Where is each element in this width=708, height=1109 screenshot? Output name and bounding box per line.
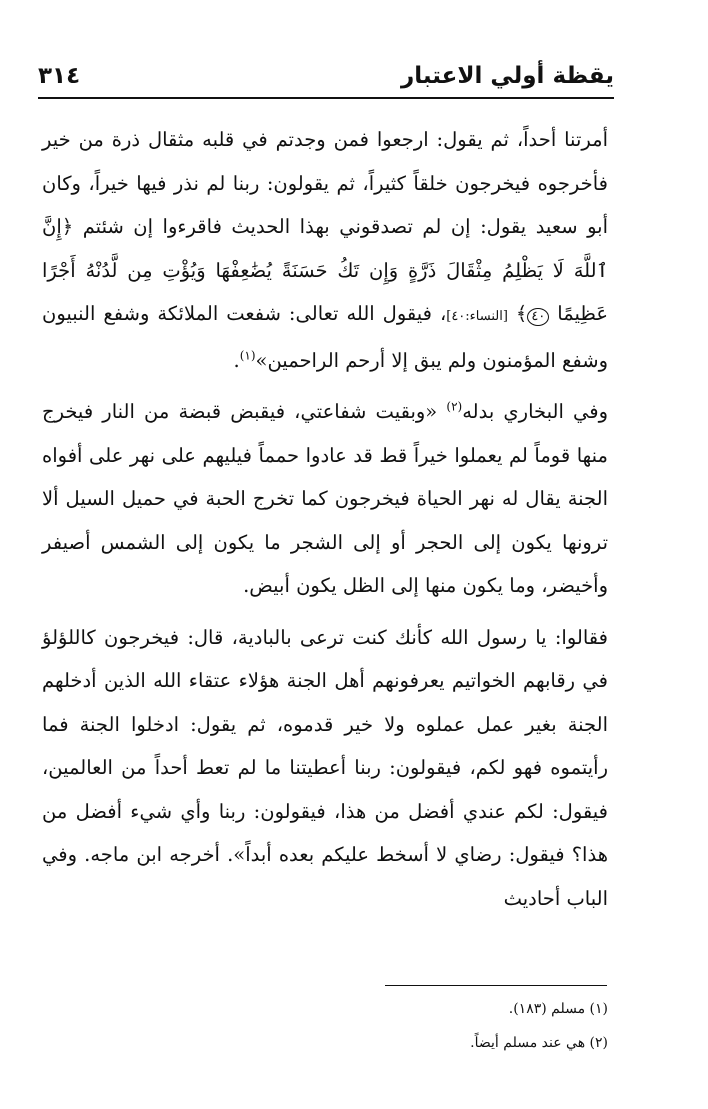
paragraph-2 <box>42 390 608 608</box>
paragraph-1-continuation: ، فيقول الله تعالى: شفعت الملائكة وشفع النبيون وشفع المؤمنون ولم يبق إلا أرحم الراحمين» <box>42 302 608 372</box>
footnote-marker-1: (١) <box>239 348 256 362</box>
footnote-marker-2: (٢) <box>446 399 463 414</box>
paragraph-1-end: . <box>233 348 240 372</box>
running-title: يقظة أولي الاعتبار <box>400 63 614 89</box>
header-divider <box>38 97 614 99</box>
quran-verse: إِنَّ ٱللَّهَ لَا يَظْلِمُ مِثْقَالَ ذَرَّةٍ وَإِن تَكُ حَسَنَةً يُضَٰعِفْهَا وَيُؤْتِ مِن لَّدُنْهُ أَجْرًا عَظِيمًا <box>42 215 608 325</box>
footnotes <box>42 992 608 1060</box>
main-text <box>42 118 608 920</box>
paragraph-3 <box>42 616 608 921</box>
paragraph-3-text: فقالوا: يا رسول الله كأنك كنت ترعى بالبادية، قال: فيخرجون كاللؤلؤ في رقابهم الخواتيم يعرفونهم أهل الجنة هؤلاء عتقاء الله الذين أدخلهم الجنة بغير عمل عملوه ولا خير قدموه، ثم يقول: ادخلوا الجنة فما رأيتموه فهو لكم، فيقولون: ربنا أعطيتنا ما لم تعط أحداً من العالمين، فيقول: لكم عندي أفضل من هذا، فيقولون: ربنا وأي شيء أفضل من هذا؟ فيقول: رضاي لا أسخط عليكم بعده أبداً». أخرجه ابن ماجه. وفي الباب أحاديث <box>42 625 608 910</box>
paragraph-2-lead: وفي البخاري بدله <box>462 400 609 423</box>
quran-reference: [النساء:٤٠] <box>446 309 508 324</box>
quran-open-bracket: ﴿ <box>61 215 74 238</box>
paragraph-1-text: أمرتنا أحداً، ثم يقول: ارجعوا فمن وجدتم في قلبه مثقال ذرة من خير فأخرجوه فيخرجون خلقاً كثيراً، ثم يقولون: ربنا لم نذر فيها خيراً، وكان أبو سعيد يقول: إن لم تصدقوني بهذا الحديث فاقرءوا إن شئتم <box>42 128 608 238</box>
quran-close-bracket: ﴾ <box>515 302 528 325</box>
footnote-1: (١) مسلم (١٨٣). <box>508 1001 608 1017</box>
paragraph-2-text: «وبقيت شفاعتي، فيقبض قبضة من النار فيخرج منها قوماً لم يعملوا خيراً قط قد عادوا حمماً فيليهم على نهر على أفواه الجنة يقال له نهر الحياة فيخرجون كما تخرج الحبة في حميل السيل ألا ترونها يكون إلى الحجر أو إلى الشجر ما يكون إلى الشمس أصيفر وأخيضر، وما يكون منها إلى الظل يكون أبيض. <box>42 400 608 597</box>
verse-number-marker: ٤٠ <box>527 308 549 326</box>
page-header <box>38 58 614 98</box>
footnote-divider <box>385 985 607 986</box>
paragraph-1 <box>42 118 608 382</box>
footnote-2: (٢) هي عند مسلم أيضاً. <box>470 1035 608 1051</box>
page-number: ٣١٤ <box>38 63 81 89</box>
